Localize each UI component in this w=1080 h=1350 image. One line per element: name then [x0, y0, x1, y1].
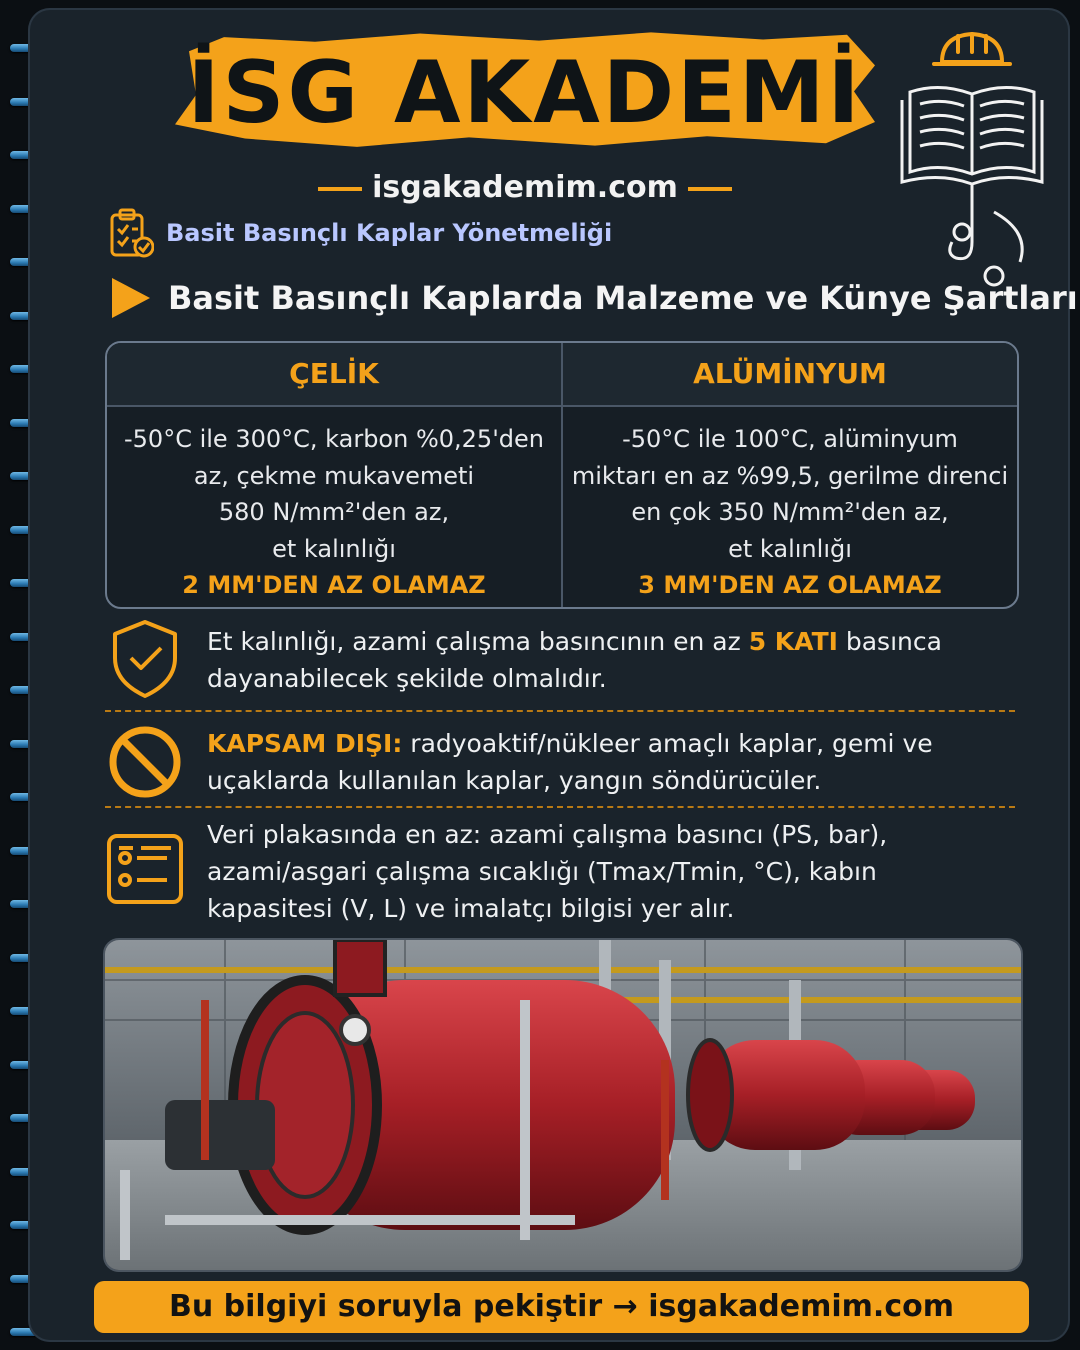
- regulation-name: Basit Basınçlı Kaplar Yönetmeliği: [166, 219, 613, 247]
- aluminum-line: en çok 350 N/mm²'den az,: [631, 498, 949, 526]
- steel-line: 580 N/mm²'den az,: [218, 498, 450, 526]
- brand-logo-text: İSG AKADEMİ: [187, 43, 863, 143]
- boiler-photo: [103, 938, 1023, 1272]
- regulation-row: [108, 205, 612, 261]
- book-helmet-icon: [890, 22, 1060, 292]
- comparison-table: [105, 341, 1019, 609]
- page-title: Basit Basınçlı Kaplarda Malzeme ve Künye Şartları: [168, 279, 1078, 317]
- aluminum-line: et kalınlığı: [728, 534, 852, 563]
- title-row: [112, 278, 1078, 318]
- site-url-text: isgakademim.com: [372, 170, 678, 205]
- thickness-point: [105, 618, 1015, 700]
- dash-left: [318, 187, 362, 191]
- cta-banner[interactable]: Bu bilgiyi soruyla pekiştir → isgakademim.com: [94, 1281, 1029, 1333]
- steel-cell: [107, 407, 563, 607]
- steel-line: et kalınlığı: [272, 534, 396, 563]
- header-aluminum: ALÜMİNYUM: [693, 357, 887, 390]
- header-steel: ÇELİK: [107, 343, 563, 405]
- thickness-post: basınca dayanabilecek şekilde olmalıdır.: [207, 627, 942, 693]
- checklist-icon: [105, 830, 185, 910]
- thickness-pre: Et kalınlığı, azami çalışma basıncının en az: [207, 627, 749, 656]
- aluminum-line: -50°C ile 100°C, alüminyum: [622, 425, 958, 453]
- aluminum-line: miktarı en az %99,5, gerilme direnci: [571, 461, 1009, 490]
- plate-text: Veri plakasında en az: azami çalışma basıncı (PS, bar), azami/asgari çalışma sıcaklığı (Tmax/Tmin, °C), kabın kapasitesi (V, L) ve imalatçı bilgisi yer alır.: [207, 820, 888, 923]
- dash-right: [688, 187, 732, 191]
- steel-highlight: 2 MM'DEN AZ OLAMAZ: [182, 571, 486, 599]
- scope-point: [105, 722, 1015, 804]
- plate-point: [105, 816, 1015, 936]
- scope-post: radyoaktif/nükleer amaçlı kaplar, gemi ve uçaklarda kullanılan kaplar, yangın söndürücüler.: [207, 729, 933, 795]
- steel-line: az, çekme mukavemeti: [193, 461, 475, 490]
- divider: [105, 806, 1015, 808]
- scope-text: [207, 725, 1007, 799]
- prohibited-icon: [105, 722, 185, 802]
- thickness-emphasis: 5 KATI: [748, 627, 838, 656]
- steel-line: -50°C ile 300°C, karbon %0,25'den: [124, 425, 544, 453]
- table-body: [107, 407, 1017, 607]
- site-url: [300, 170, 750, 205]
- table-header: [107, 343, 1017, 407]
- divider: [105, 710, 1015, 712]
- scope-emphasis: KAPSAM DIŞI:: [207, 729, 403, 758]
- boiler-illustration: [105, 940, 1021, 1270]
- thickness-text: [207, 623, 1007, 697]
- aluminum-cell: [563, 407, 1017, 607]
- shield-check-icon: [105, 618, 185, 698]
- play-triangle-icon: [112, 278, 150, 318]
- aluminum-highlight: 3 MM'DEN AZ OLAMAZ: [638, 571, 942, 599]
- clipboard-check-icon: [108, 207, 154, 259]
